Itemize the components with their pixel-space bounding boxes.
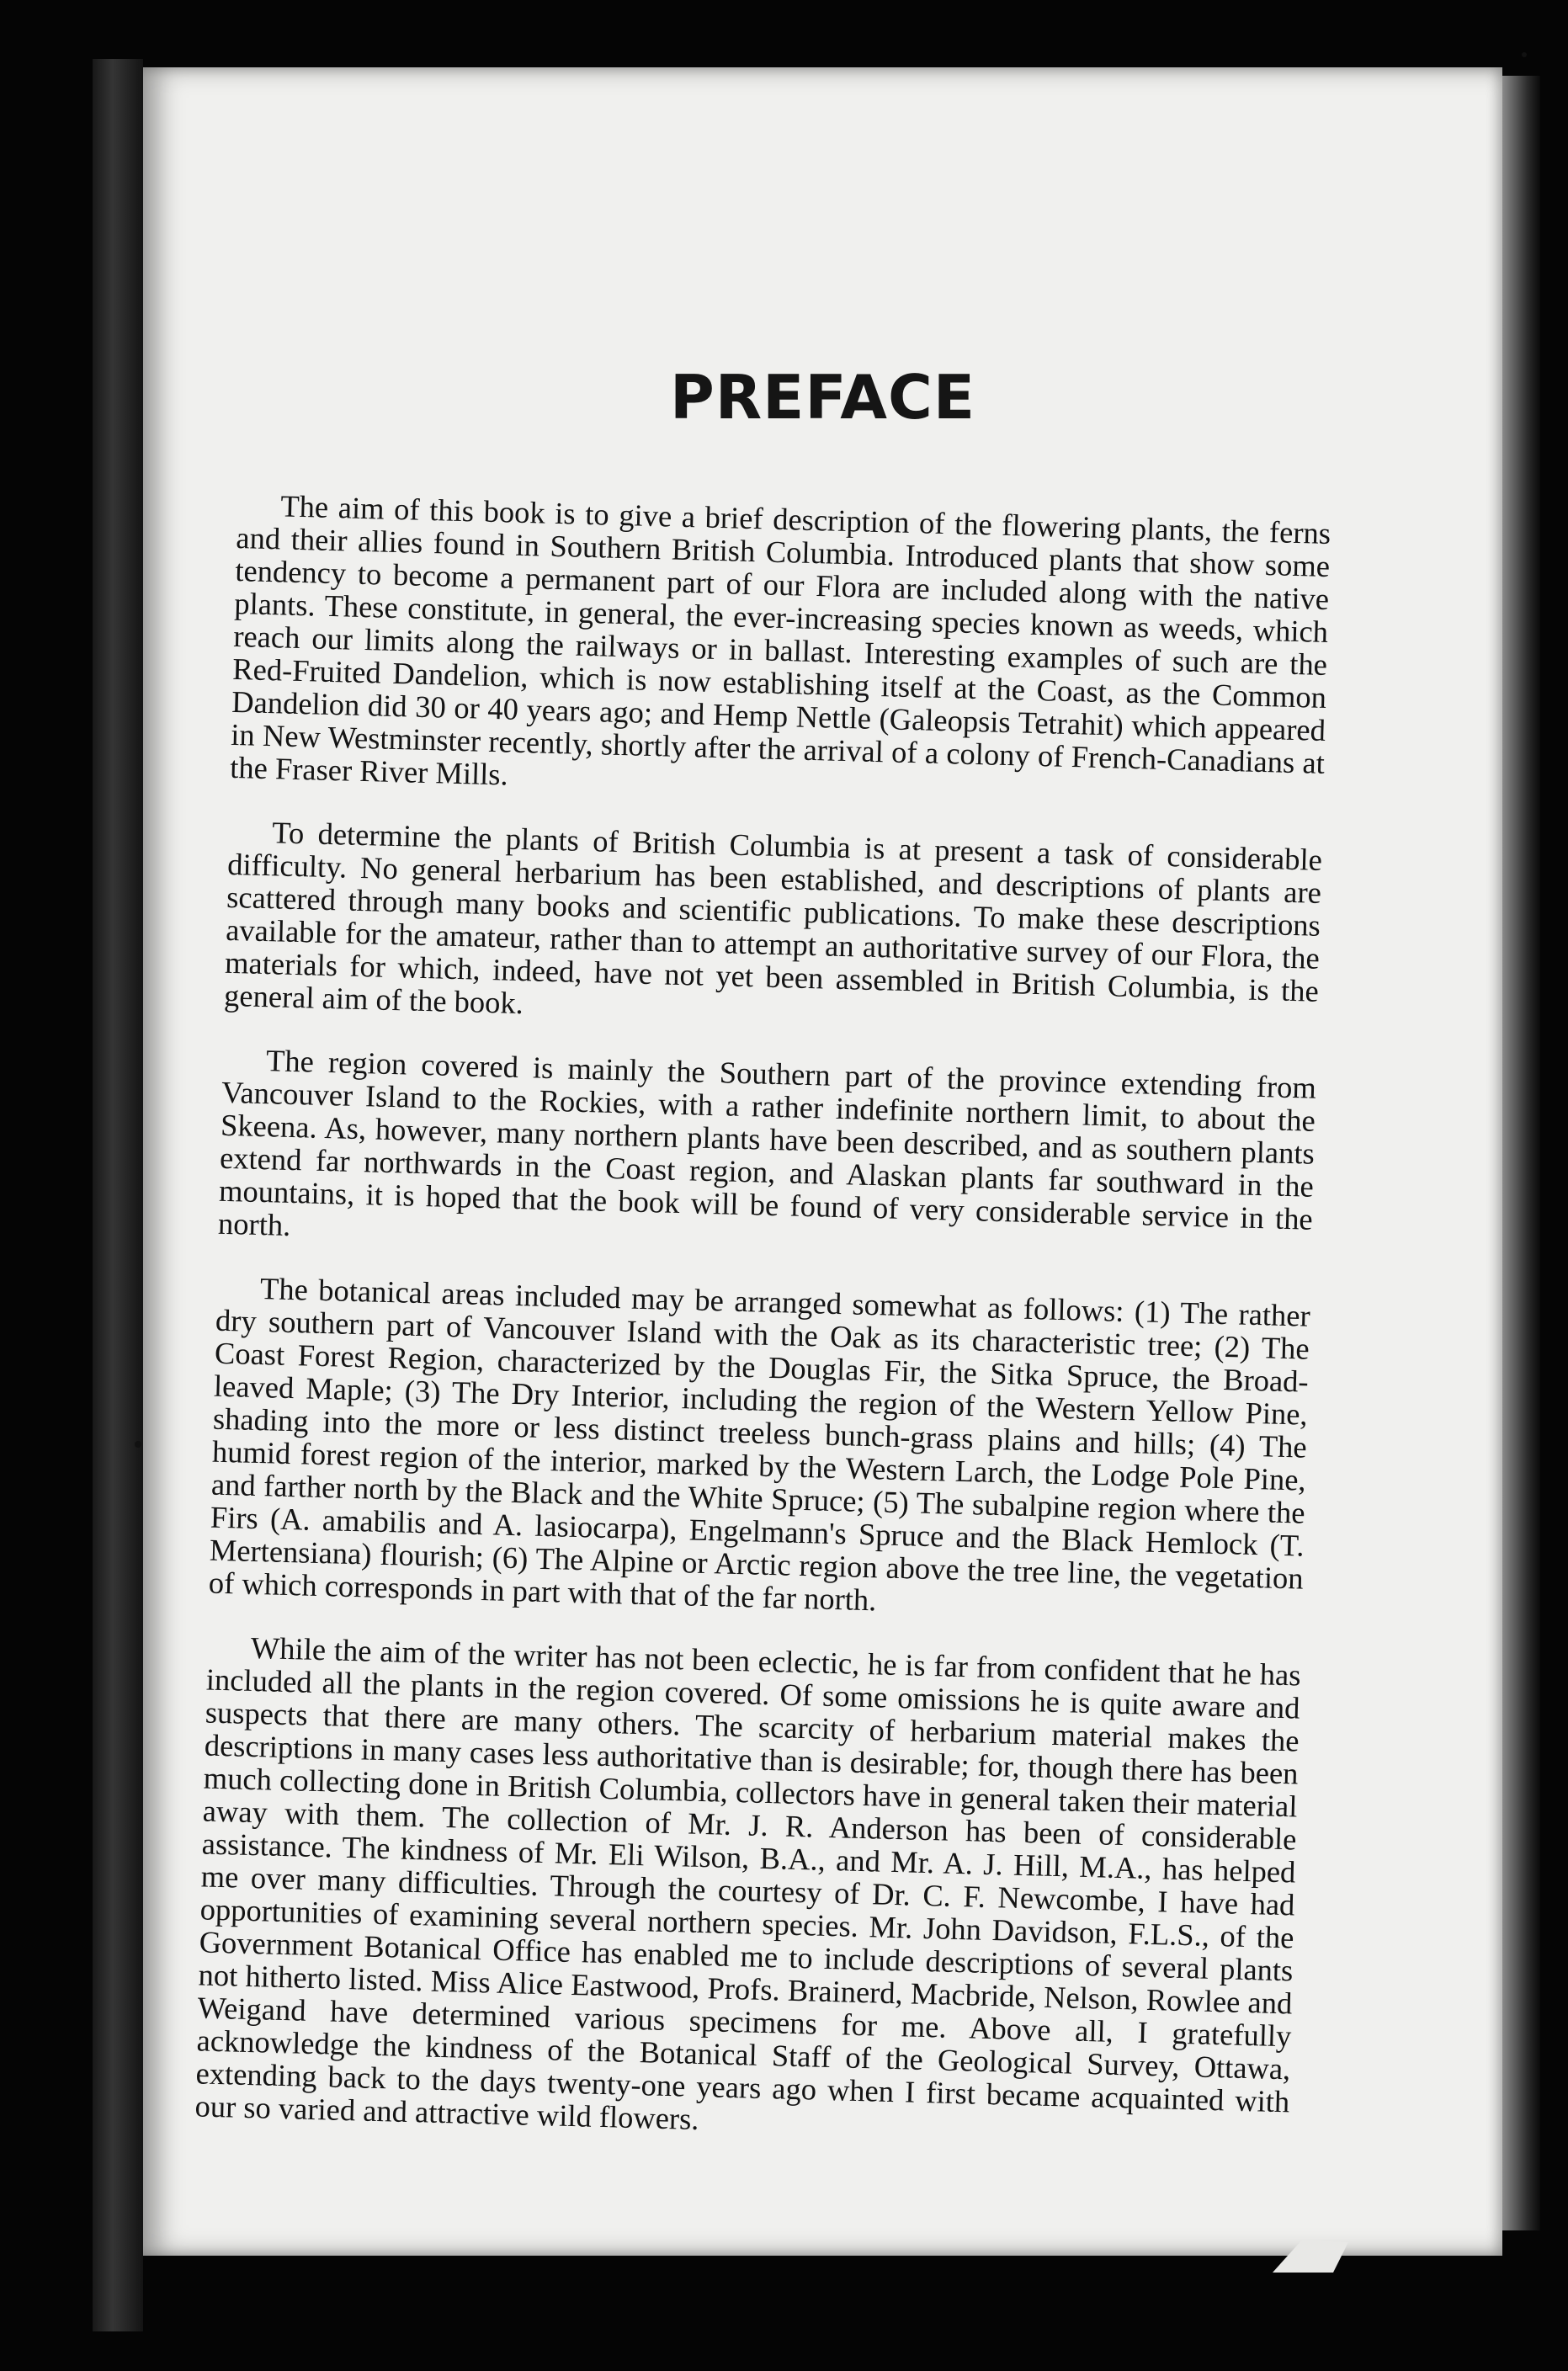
paragraph-acknowledgements: While the aim of the writer has not been eclectic, he is far from confident that he has included all the plants in the region covered. Of some omissions he is quite aware and suspects that there are many others. The scarcity of herbarium material makes the descriptions in many cases less authoritative than is desirable; for, though there has been much collecting done in British Columbia, collectors have in general taken their material away with them. The collection of Mr. J. R. Anderson has been of considerable assistance. The kindness of Mr. Eli Wilson, B.A., and Mr. A. J. Hill, M.A., has helped me over many difficulties. Through the courtesy of Dr. C. F. Newcombe, I have had opportunities of examining several northern species. Mr. John Davidson, F.L.S., of the Government Botanical Office has enabled me to include descriptions of several plants not hitherto listed. Miss Alice Eastwood, Profs. Brainerd, Macbride, Nelson, Rowlee and Weigand have determined various specimens for me. Above all, I gratefully acknowledge the kindness of the Botanical Staff of the Geological Survey, Ottawa, extending back to the days twenty-one years ago when I first became acquainted with our so varied and attractive wild flowers. bbox=[194, 1629, 1302, 2137]
paragraph-difficulty: To determine the plants of British Columbia is at present a task of considerable difficulty. No general herbarium has been established, and descriptions of plants are scattered through many books and scientific publications. To make these descriptions available for the amateur, rather than to attempt an authoritative survey of our Flora, the materials for which, indeed, have not yet been assembled in British Columbia, is the general aim of the book. bbox=[223, 815, 1323, 1021]
scan-speck bbox=[135, 1441, 141, 1448]
paragraph-region: The region covered is mainly the Southern part of the province extending from Vancouver Island to the Rockies, with a rather indefinite northern limit, to about the Skeena. As, however, many northern plants have been described, and as southern plants extend far northwards in the Coast region, and Alaskan plants far southward in the mountains, it is hoped that the book will be found of very considerable service in the north. bbox=[217, 1043, 1317, 1242]
book-page bbox=[143, 67, 1502, 2256]
paragraph-aim: The aim of this book is to give a brief description of the flowering plants, the ferns and their allies found in Southern British Columbia. Introduced plants that show some tendency to become a permanent part of our Flora are included along with the native plants. These constitute, in general, the ever-increasing species known as weeds, which reach our limits along the railways or in ballast. Interesting examples of such are the Red-Fruited Dandelion, which is now establishing itself at the Coast, as the Common Dandelion did 30 or 40 years ago; and Hemp Nettle (Galeopsis Tetrahit) which appeared in New Westminster recently, shortly after the arrival of a colony of French-Canadians at the Fraser River Mills. bbox=[229, 488, 1331, 792]
paragraph-botanical-areas: The botanical areas included may be arranged somewhat as follows: (1) The rather dry southern part of Vancouver Island with the Oak as its characteristic tree; (2) The Coast Forest Region, characterized by the Douglas Fir, the Sitka Spruce, the Broad-leaved Maple; (3) The Dry Interior, including the region of the Western Yellow Pine, shading into the more or less distinct treeless bunch-grass plains and hills; (4) The humid forest region of the interior, marked by the Western Larch, the Lodge Pole Pine, and farther north by the Black and the White Spruce; (5) The subalpine region where the Firs (A. amabilis and A. lasiocarpa), Engelmann's Spruce and the Black Hemlock (T. Mertensiana) flourish; (6) The Alpine or Arctic region above the tree line, the vegetation of which corresponds in part with that of the far north. bbox=[208, 1271, 1311, 1618]
preface-body bbox=[194, 488, 1331, 2182]
page-edge bbox=[1498, 76, 1540, 2230]
book-spine-shadow bbox=[93, 59, 143, 2331]
page-title: PREFACE bbox=[669, 362, 976, 433]
scan-speck bbox=[1522, 52, 1527, 57]
